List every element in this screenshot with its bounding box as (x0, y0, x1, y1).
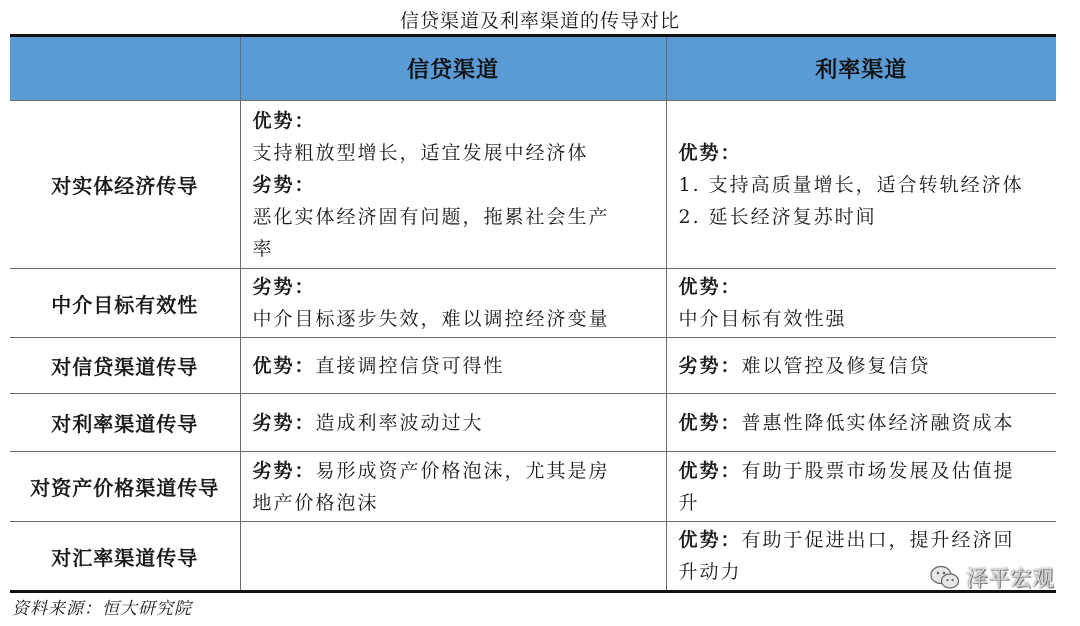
credit-cell (240, 101, 666, 269)
cell-line (253, 169, 654, 201)
cell-line (679, 137, 1045, 169)
header-rate-channel: 利率渠道 (666, 37, 1056, 101)
table-row (10, 394, 1056, 452)
pros-cons-label: 优势： (678, 459, 742, 482)
table-row (10, 338, 1056, 394)
rate-cell (666, 101, 1056, 269)
cell-line (253, 201, 654, 233)
watermark (930, 562, 1054, 593)
cell-line (679, 455, 1045, 487)
wechat-icon (930, 565, 960, 591)
header-empty-cell (10, 37, 240, 101)
cell-text: 支持粗放型增长，适宜发展中经济体 (252, 141, 589, 164)
cell-text: 升动力 (678, 561, 742, 583)
cell-line (253, 105, 654, 137)
credit-cell (240, 452, 666, 522)
pros-cons-label: 优势： (252, 354, 316, 377)
pros-cons-label: 劣势： (678, 354, 742, 377)
cell-line (679, 169, 1045, 201)
pros-cons-label: 优势： (678, 141, 742, 164)
rate-cell (666, 394, 1056, 452)
credit-cell (240, 269, 666, 338)
row-label: 对资产价格渠道传导 (10, 452, 240, 522)
cell-line (679, 407, 1045, 439)
cell-line (679, 487, 1045, 519)
cell-line (253, 455, 654, 487)
cell-text: 普惠性降低实体经济融资成本 (741, 411, 1015, 434)
row-label: 对实体经济传导 (10, 101, 240, 269)
header-credit-channel: 信贷渠道 (240, 37, 666, 101)
header-row (10, 37, 1056, 101)
table-row (10, 269, 1056, 338)
comparison-table (10, 37, 1056, 590)
row-label: 对汇率渠道传导 (10, 522, 240, 591)
cell-text: 率 (252, 237, 274, 260)
cell-line (253, 487, 654, 519)
row-label: 中介目标有效性 (10, 269, 240, 338)
table-body (10, 101, 1056, 591)
table-title: 信贷渠道及利率渠道的传导对比 (399, 10, 680, 32)
cell-text: 升 (678, 491, 700, 514)
pros-cons-label: 劣势： (252, 173, 316, 196)
cell-text: 中介目标有效性强 (678, 308, 847, 330)
cell-line (679, 524, 1045, 556)
cell-text: 造成利率波动过大 (315, 411, 484, 434)
cell-text: 难以管控及修复信贷 (741, 354, 931, 377)
credit-cell (240, 338, 666, 394)
cell-line (679, 350, 1045, 382)
cell-text: 2. 延长经济复苏时间 (678, 205, 877, 228)
cell-text: 中介目标逐步失效，难以调控经济变量 (252, 308, 610, 330)
cell-text: 易形成资产价格泡沫，尤其是房 (315, 459, 610, 482)
cell-text: 有助于股票市场发展及估值提 (741, 459, 1015, 482)
cell-line (679, 201, 1045, 233)
table-row (10, 452, 1056, 522)
row-label: 对信贷渠道传导 (10, 338, 240, 394)
table-row (10, 522, 1056, 591)
row-label: 对利率渠道传导 (10, 394, 240, 452)
pros-cons-label: 优势： (252, 109, 316, 132)
credit-cell (240, 522, 666, 591)
cell-line (253, 137, 654, 169)
source-note: 资料来源：恒大研究院 (12, 599, 192, 619)
cell-line (679, 303, 1045, 335)
pros-cons-label: 优势： (678, 411, 742, 434)
comparison-table-wrapper (10, 34, 1056, 593)
pros-cons-label: 优势： (678, 529, 742, 551)
rate-cell (666, 269, 1056, 338)
cell-line (253, 271, 654, 303)
cell-text: 恶化实体经济固有问题，拖累社会生产 (252, 205, 610, 228)
cell-line (253, 233, 654, 265)
cell-line (253, 407, 654, 439)
watermark-text: 泽平宏观 (965, 567, 1054, 592)
table-row (10, 101, 1056, 269)
cell-line (679, 271, 1045, 303)
cell-text: 直接调控信贷可得性 (315, 354, 505, 377)
credit-cell (240, 394, 666, 452)
rate-cell (666, 338, 1056, 394)
pros-cons-label: 劣势： (252, 276, 316, 298)
cell-line (253, 303, 654, 335)
cell-text: 1. 支持高质量增长，适合转轨经济体 (678, 173, 1024, 196)
pros-cons-label: 劣势： (252, 459, 316, 482)
pros-cons-label: 优势： (678, 276, 742, 298)
pros-cons-label: 劣势： (252, 411, 316, 434)
rate-cell (666, 452, 1056, 522)
cell-text: 有助于促进出口，提升经济回 (741, 529, 1015, 551)
cell-text: 地产价格泡沫 (252, 491, 379, 514)
cell-line (253, 350, 654, 382)
